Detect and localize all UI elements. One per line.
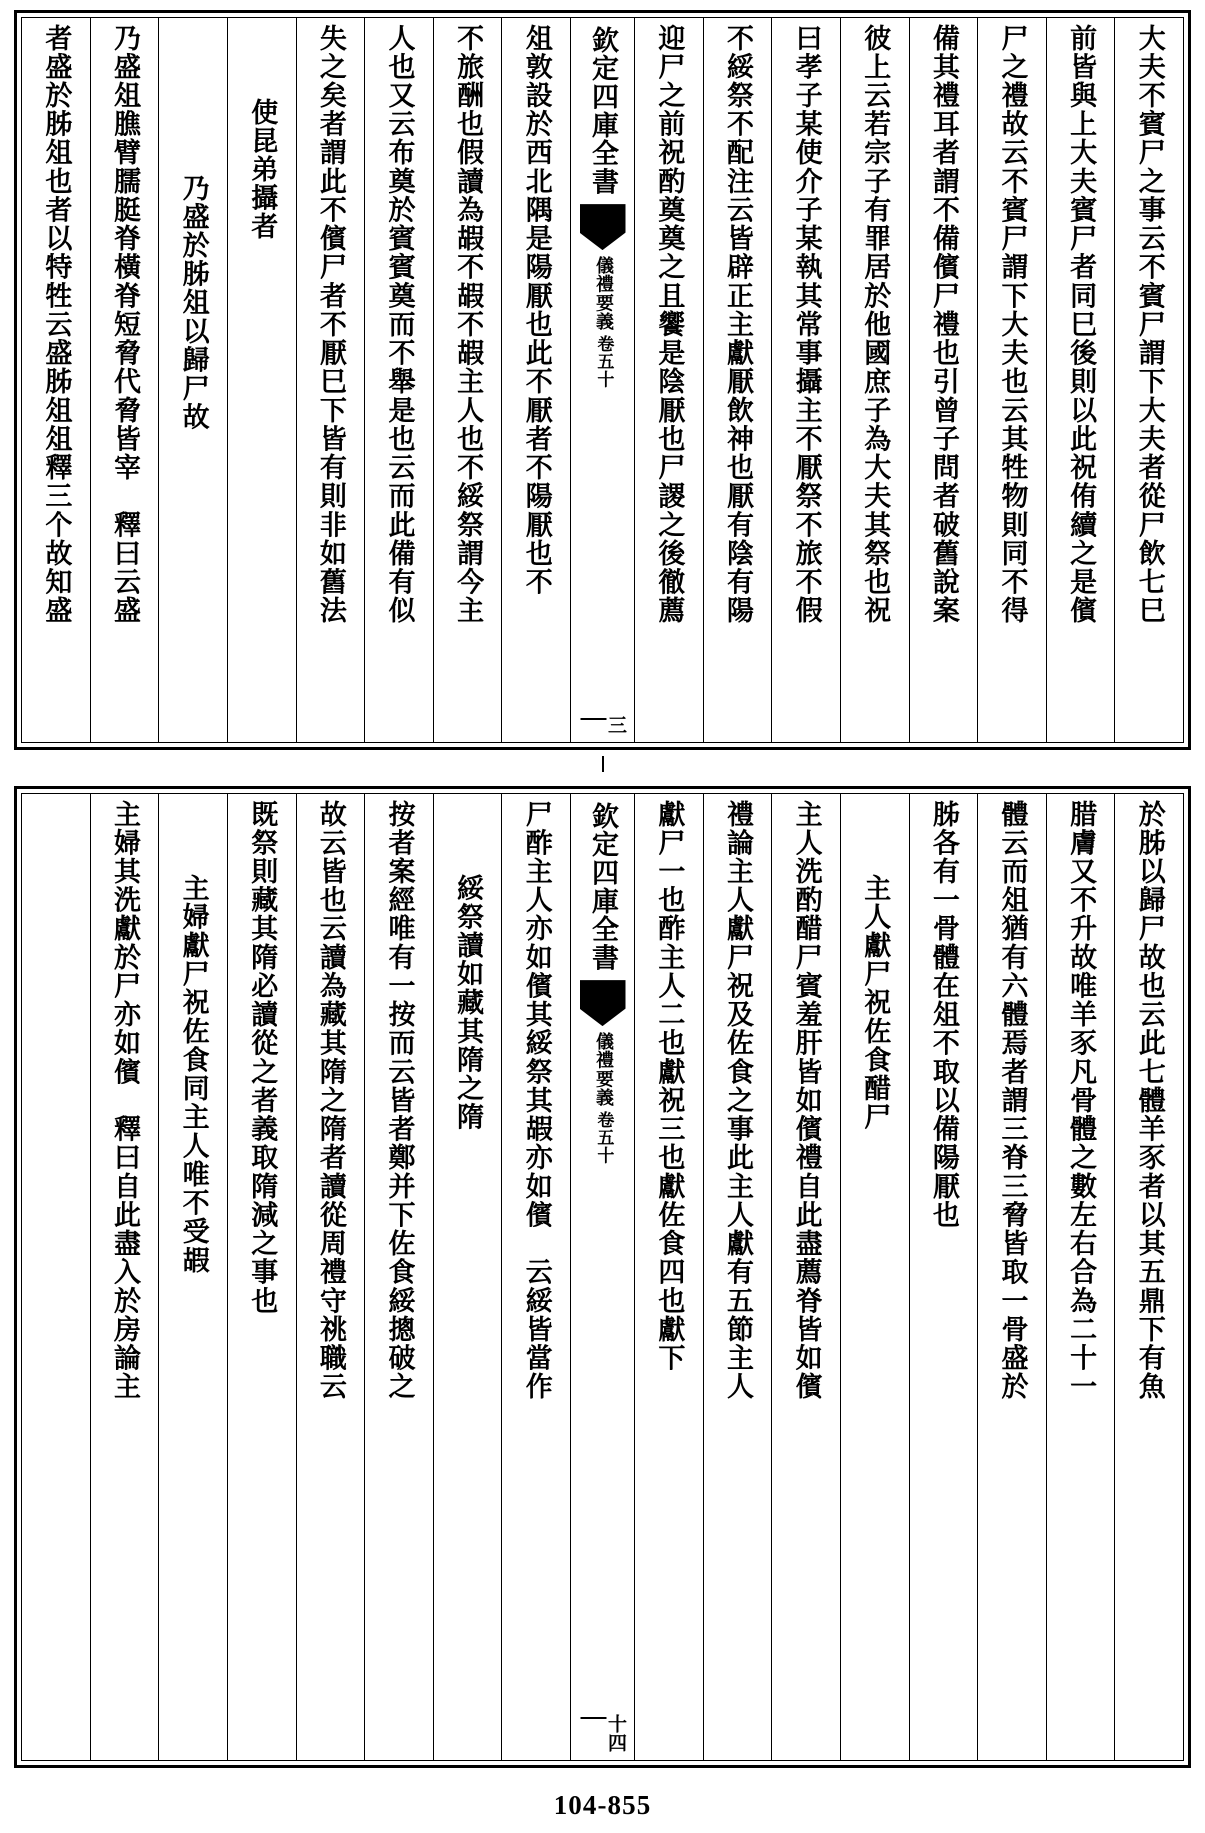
column-text: 綏祭讀如藏其隋之隋 [452,874,484,1132]
text-column [703,794,772,1760]
column-text: 失之矣者謂此不儐尸者不厭巳下皆有則非如舊法 [314,24,346,626]
column-text: 按者案經唯有一按而云皆者鄭并下佐食綏摠破之 [383,800,415,1402]
block-banner-top [570,18,634,742]
page-number-footer: 104-855 [553,1790,652,1820]
block-columns-top [21,17,1184,743]
text-column [1114,794,1183,1760]
text-column [1046,18,1115,742]
text-column [227,794,296,1760]
leaf-number-rule [580,718,606,720]
text-column [634,794,703,1760]
text-column [771,794,840,1760]
facsimile-block-bottom [14,786,1191,1768]
column-text: 大夫不賓尸之事云不賓尸謂下大夫者從尸飲七巳 [1133,24,1165,626]
column-text: 乃盛於胏俎以歸尸故 [177,174,209,432]
banner-leaf-number: 十四 [580,1714,625,1752]
column-text: 主婦其洗獻於尸亦如儐 釋曰自此盡入於房論主 [108,800,140,1402]
text-column [433,18,502,742]
text-column [1114,18,1183,742]
banner-title: 欽定四庫全書 [587,802,618,973]
column-text: 使昆弟攝者 [246,98,278,242]
banner-volume: 卷五十 [593,1111,614,1165]
column-text: 迎尸之前祝酌奠奠之且饗是陰厭也尸謖之後徹薦 [653,24,685,626]
column-text: 彼上云若宗子有罪居於他國庶子為大夫其祭也祝 [859,24,891,626]
column-text: 乃盛俎膲臂臑脡脊橫脊短脅代脅皆宰 釋曰云盛 [108,24,140,626]
text-column [433,794,502,1760]
column-text: 者盛於胏俎也者以特牲云盛胏俎俎釋三个故知盛 [40,24,72,626]
column-text: 主人獻尸祝佐食醋尸 [859,874,891,1132]
column-text: 禮論主人獻尸祝及佐食之事此主人獻有五節主人 [721,800,753,1402]
column-text: 主人洗酌醋尸賓羞肝皆如儐禮自此盡薦脊皆如儐 [790,800,822,1402]
column-text: 主婦獻尸祝佐食同主人唯不受嘏 [177,874,209,1275]
column-text: 既祭則藏其隋必讀從之者義取隋減之事也 [246,800,278,1316]
column-text: 人也又云布奠於賓賓奠而不舉是也云而此備有似 [383,24,415,626]
text-column [977,18,1046,742]
text-column [158,18,227,742]
leaf-number-rule [580,1717,606,1719]
column-text: 體云而俎猶有六體焉者謂三脊三脅皆取一骨盛於 [996,800,1028,1402]
column-text: 獻尸一也酢主人二也獻祝三也獻佐食四也獻下 [653,800,685,1373]
column-text: 尸之禮故云不賓尸謂下大夫也云其牲物則同不得 [996,24,1028,626]
text-column [703,18,772,742]
facsimile-block-top [14,10,1191,750]
column-text: 於胏以歸尸故也云此七體羊豕者以其五鼎下有魚 [1133,800,1165,1402]
banner-subtitle: 儀禮要義 [592,1032,614,1107]
text-column [634,18,703,742]
text-column [501,794,570,1760]
column-text: 備其禮耳者謂不備儐尸禮也引曾子問者破舊說案 [927,24,959,626]
column-text: 俎敦設於西北隅是陽厭也此不厭者不陽厭也不 [520,24,552,597]
text-column [296,794,365,1760]
column-text: 胏各有一骨體在俎不取以備陽厭也 [927,800,959,1230]
text-column [840,794,909,1760]
text-column [296,18,365,742]
text-column [364,18,433,742]
text-column [158,794,227,1760]
fishtail-ornament-icon [580,204,626,250]
banner-volume: 卷五十 [593,335,614,389]
block-banner-bottom [570,794,634,1760]
centre-fold-tick [602,756,604,772]
text-column [771,18,840,742]
text-column [840,18,909,742]
banner-leaf-number: 三 [580,715,625,734]
text-column [977,794,1046,1760]
block-columns-bottom [21,793,1184,1761]
fishtail-ornament-icon [580,980,626,1026]
text-column [909,794,978,1760]
column-text: 尸酢主人亦如儐其綏祭其嘏亦如儐 云綏皆當作 [520,800,552,1402]
column-text: 曰孝子某使介子某執其常事攝主不厭祭不旅不假 [790,24,822,626]
text-column [1046,794,1115,1760]
text-column [227,18,296,742]
column-text: 不綏祭不配注云皆辟正主獻厭飲神也厭有陰有陽 [721,24,753,626]
text-column [22,794,90,1760]
text-column [501,18,570,742]
column-text: 前皆與上大夫賓尸者同巳後則以此祝侑續之是儐 [1065,24,1097,626]
banner-title: 欽定四庫全書 [587,26,618,197]
column-text: 腊膚又不升故唯羊豕凡骨體之數左右合為二十一 [1065,800,1097,1402]
text-column [909,18,978,742]
column-text: 不旅酬也假讀為嘏不嘏不嘏主人也不綏祭謂今主 [452,24,484,626]
column-text: 故云皆也云讀為藏其隋之隋者讀從周禮守祧職云 [314,800,346,1402]
text-column [90,794,159,1760]
text-column [90,18,159,742]
text-column [364,794,433,1760]
banner-subtitle: 儀禮要義 [592,256,614,331]
text-column [22,18,90,742]
